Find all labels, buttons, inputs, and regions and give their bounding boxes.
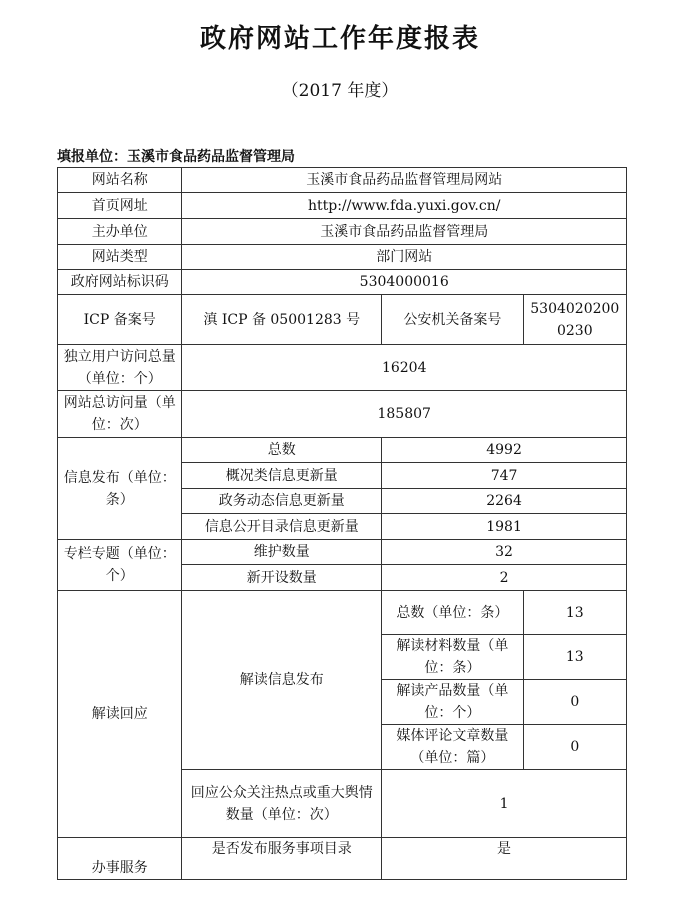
table-row <box>58 270 627 295</box>
table-row <box>58 438 627 463</box>
row-value: 滇 ICP 备 05001283 号 <box>182 295 382 345</box>
row-label: 公安机关备案号 <box>382 295 523 345</box>
row-value: 16204 <box>182 345 627 391</box>
row-label: 专栏专题（单位：个） <box>58 540 182 591</box>
row-value: 0 <box>523 725 626 770</box>
filler-unit: 填报单位：玉溪市食品药品监督管理局 <box>57 149 295 165</box>
table-row <box>58 219 627 245</box>
table-row <box>58 838 627 880</box>
sub-label: 政务动态信息更新量 <box>182 489 382 514</box>
table-row <box>58 391 627 438</box>
row-value: 5304000016 <box>182 270 627 295</box>
table-row <box>58 245 627 270</box>
sub-label: 总数（单位：条） <box>382 591 523 635</box>
row-label: 首页网址 <box>58 193 182 219</box>
row-label: 网站总访问量（单位：次） <box>58 391 182 438</box>
row-label: 网站类型 <box>58 245 182 270</box>
sub-label: 是否发布服务事项目录 <box>182 838 382 880</box>
row-value: 13 <box>523 635 626 680</box>
row-value: 是 <box>382 838 627 880</box>
row-value: 53040202000230 <box>523 295 626 345</box>
row-label: 网站名称 <box>58 168 182 193</box>
row-label: 解读回应 <box>58 591 182 838</box>
row-value: 32 <box>382 540 627 565</box>
row-value: 4992 <box>382 438 627 463</box>
report-title: 政府网站工作年度报表 <box>199 24 480 54</box>
row-label: 办事服务 <box>58 838 182 880</box>
sub-label: 解读材料数量（单位：条） <box>382 635 523 680</box>
row-label: 信息发布（单位：条） <box>58 438 182 540</box>
row-value: 部门网站 <box>182 245 627 270</box>
row-value: 玉溪市食品药品监督管理局网站 <box>182 168 627 193</box>
sub-label: 媒体评论文章数量（单位：篇） <box>382 725 523 770</box>
row-value: 1 <box>382 770 627 838</box>
row-label: 独立用户访问总量（单位：个） <box>58 345 182 391</box>
table-row <box>58 193 627 219</box>
sub-label: 解读信息发布 <box>182 591 382 770</box>
table-row <box>58 168 627 193</box>
sub-label: 回应公众关注热点或重大舆情数量（单位：次） <box>182 770 382 838</box>
row-value: 185807 <box>182 391 627 438</box>
row-value: 0 <box>523 680 626 725</box>
table-row <box>58 295 627 345</box>
row-value: 13 <box>523 591 626 635</box>
sub-label: 解读产品数量（单位：个） <box>382 680 523 725</box>
homepage-url: http://www.fda.yuxi.gov.cn/ <box>182 193 627 219</box>
row-label: 政府网站标识码 <box>58 270 182 295</box>
row-value: 2264 <box>382 489 627 514</box>
sub-label: 信息公开目录信息更新量 <box>182 514 382 540</box>
sub-label: 新开设数量 <box>182 565 382 591</box>
row-value: 2 <box>382 565 627 591</box>
report-year: （2017 年度） <box>281 81 399 101</box>
sub-label: 总数 <box>182 438 382 463</box>
sub-label: 概况类信息更新量 <box>182 463 382 489</box>
row-label: 主办单位 <box>58 219 182 245</box>
table-row <box>58 540 627 565</box>
row-value: 玉溪市食品药品监督管理局 <box>182 219 627 245</box>
table-row <box>58 345 627 391</box>
report-table <box>57 167 627 880</box>
row-label: ICP 备案号 <box>58 295 182 345</box>
row-value: 1981 <box>382 514 627 540</box>
sub-label: 维护数量 <box>182 540 382 565</box>
table-row <box>58 591 627 635</box>
row-value: 747 <box>382 463 627 489</box>
